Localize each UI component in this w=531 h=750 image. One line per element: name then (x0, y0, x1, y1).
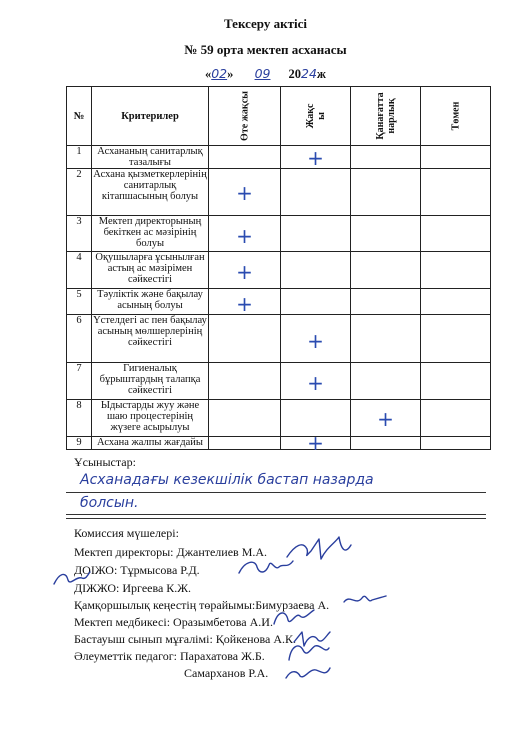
date-day: 02 (211, 66, 228, 81)
commission-member: Бастауыш сынып мұғалімі: Қойкенова А.К. (74, 632, 296, 646)
handwritten-suggestion: болсын. (80, 495, 139, 511)
cell-low (421, 400, 491, 437)
table-row (67, 169, 491, 216)
row-number: 4 (67, 252, 92, 289)
row-number: 2 (67, 169, 92, 216)
row-number: 6 (67, 315, 92, 363)
table-row (67, 363, 491, 400)
cell-good (281, 146, 351, 169)
cell-excellent (209, 146, 281, 169)
commission-member: Мектеп директоры: Джантелиев М.А. (74, 545, 268, 559)
row-criterion: Тәуліктік және бақылау асының болуы (92, 289, 209, 315)
cell-satisfactory (351, 400, 421, 437)
cell-satisfactory (351, 252, 421, 289)
cell-good (281, 289, 351, 315)
document-subtitle: № 59 орта мектеп асханасы (184, 42, 347, 57)
cell-low (421, 216, 491, 252)
row-criterion: Гигиеналық бұрыштардың талапқа сәйкестігі (92, 363, 209, 400)
header-criteria: Критерилер (92, 87, 209, 146)
cell-good (281, 315, 351, 363)
table-row (67, 315, 491, 363)
check-mark: + (307, 371, 324, 395)
row-criterion: Асхана қызметкерлерінің санитарлық кітапшасының болуы (92, 169, 209, 216)
table-row (67, 400, 491, 437)
cell-satisfactory (351, 363, 421, 400)
commission-member: Қамқоршылық кеңестің төрайымы:Бимурзаева А. (74, 598, 330, 612)
cell-excellent (209, 169, 281, 216)
cell-excellent (209, 289, 281, 315)
cell-low (421, 146, 491, 169)
cell-low (421, 252, 491, 289)
commission-member: ДІЖЖО: Иргеева К.Ж. (74, 581, 192, 595)
cell-satisfactory (351, 146, 421, 169)
signature-deputy-1 (235, 555, 295, 581)
check-mark: + (236, 292, 253, 316)
suggestion-line (66, 516, 486, 519)
date-month: 09 (254, 66, 271, 81)
cell-good (281, 431, 351, 455)
cell-excellent (209, 252, 281, 289)
cell-good (281, 216, 351, 252)
row-number: 5 (67, 289, 92, 315)
header-excellent: Өте жақсы (209, 87, 281, 146)
cell-excellent (209, 400, 281, 437)
cell-low (421, 363, 491, 400)
header-low: Төмен (421, 87, 491, 146)
table-row (67, 289, 491, 315)
cell-good (281, 363, 351, 400)
cell-good (281, 169, 351, 216)
table-row (67, 146, 491, 169)
check-mark: + (236, 260, 253, 284)
check-mark: + (236, 181, 253, 205)
document-title: Тексеру актісі (224, 16, 307, 31)
cell-low (421, 169, 491, 216)
row-criterion: Оқушыларға ұсынылған астың ас мәзірімен сәйкестігі (92, 252, 209, 289)
row-number: 9 (67, 437, 92, 450)
signature-board-chair (342, 590, 392, 612)
header-number: № (67, 87, 92, 146)
commission-label: Комиссия мүшелері: (74, 526, 179, 540)
check-mark: + (377, 407, 394, 431)
cell-satisfactory (351, 437, 421, 450)
row-number: 7 (67, 363, 92, 400)
cell-good (281, 252, 351, 289)
table-row (67, 437, 491, 450)
cell-satisfactory (351, 169, 421, 216)
table-row (67, 216, 491, 252)
check-mark: + (307, 431, 324, 455)
cell-excellent (209, 363, 281, 400)
table-header-row (67, 87, 491, 146)
signature-nurse (270, 606, 316, 630)
row-criterion: Асхананың санитарлық тазалығы (92, 146, 209, 169)
row-criterion: Мектеп директорының бекіткен ас мәзірінің болуы (92, 216, 209, 252)
row-number: 1 (67, 146, 92, 169)
commission-member: ДОІЖО: Тұрмысова Р.Д. (74, 563, 200, 577)
cell-low (421, 289, 491, 315)
cell-low (421, 437, 491, 450)
suggestions-label: Ұсыныстар: (74, 455, 136, 469)
date-year-prefix: 20 (288, 67, 302, 81)
cell-low (421, 315, 491, 363)
row-number: 3 (67, 216, 92, 252)
criteria-table (66, 86, 491, 455)
date-open-quote: « (204, 67, 212, 81)
cell-satisfactory (351, 315, 421, 363)
cell-satisfactory (351, 289, 421, 315)
signature-director (285, 535, 355, 565)
header-good: Жақсы (281, 87, 351, 146)
header-satisfactory: Қанағаттанарлық (351, 87, 421, 146)
check-mark: + (236, 224, 253, 248)
date-suffix: ж (316, 67, 326, 81)
signature-samarkhanov (282, 662, 332, 686)
cell-satisfactory (351, 216, 421, 252)
check-mark: + (307, 146, 324, 170)
row-number: 8 (67, 400, 92, 437)
row-criterion: Үстелдегі ас пен бақылау асының мөлшерлерінің сәйкестігі (92, 315, 209, 363)
commission-member: Әлеуметтік педагог: Парахатова Ж.Б. (74, 649, 265, 663)
cell-excellent (209, 315, 281, 363)
date-close-quote: » (227, 67, 234, 81)
commission-member: Самарханов Р.А. (184, 666, 269, 680)
cell-excellent (209, 437, 281, 450)
date-year-hand: 24 (301, 66, 317, 81)
table-row (67, 252, 491, 289)
signature-deputy-2 (52, 568, 92, 590)
check-mark: + (307, 329, 324, 353)
row-criterion: Ыдыстарды жуу және шаю процестерінің жүзеге асырылуы (92, 400, 209, 437)
handwritten-suggestion: Асханадағы кезекшілік бастап назарда (80, 472, 374, 488)
cell-excellent (209, 216, 281, 252)
date-line (0, 66, 531, 82)
commission-member: Мектеп медбикесі: Оразымбетова А.И. (74, 615, 273, 629)
row-criterion: Асхана жалпы жағдайы (92, 437, 209, 450)
